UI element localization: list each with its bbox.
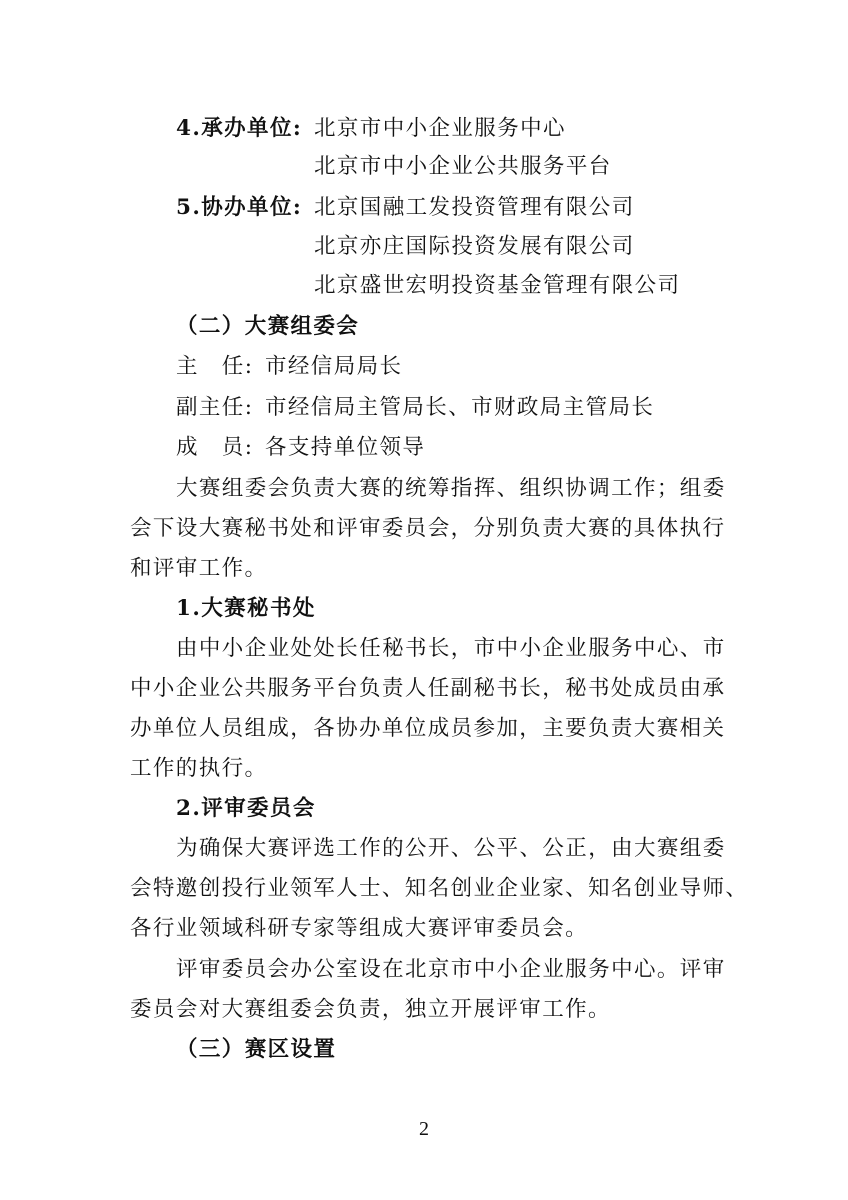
organizer-label: 4.承办单位: xyxy=(176,116,303,141)
paragraph-line: 大赛组委会负责大赛的统筹指挥、组织协调工作；组委 xyxy=(176,476,726,501)
paragraph-line: 评审委员会办公室设在北京市中小企业服务中心。评审 xyxy=(176,957,726,982)
committee-role: 副主任: xyxy=(176,395,254,420)
organizer-value: 北京市中小企业服务中心 xyxy=(314,116,566,141)
paragraph-line: 由中小企业处处长任秘书长，市中小企业服务中心、市 xyxy=(176,636,726,661)
sub-heading: 2.评审委员会 xyxy=(176,796,316,821)
section-heading: （二）大赛组委会 xyxy=(176,314,360,339)
committee-value: 市经信局局长 xyxy=(265,354,403,379)
co-organizer-value: 北京亦庄国际投资发展有限公司 xyxy=(314,234,635,259)
co-organizer-label: 5.协办单位: xyxy=(176,195,303,220)
paragraph-line: 办单位人员组成，各协办单位成员参加，主要负责大赛相关 xyxy=(130,716,726,741)
page-number: 2 xyxy=(419,1118,429,1140)
co-organizer-value: 北京国融工发投资管理有限公司 xyxy=(314,195,635,220)
co-organizer-value: 北京盛世宏明投资基金管理有限公司 xyxy=(314,273,681,298)
paragraph-line: 会特邀创投行业领军人士、知名创业企业家、知名创业导师、 xyxy=(130,876,749,901)
committee-value: 市经信局主管局长、市财政局主管局长 xyxy=(265,395,655,420)
committee-role: 成 员: xyxy=(176,435,254,460)
committee-role: 主 任: xyxy=(176,354,254,379)
paragraph-line: 工作的执行。 xyxy=(130,756,268,781)
paragraph-line: 会下设大赛秘书处和评审委员会，分别负责大赛的具体执行 xyxy=(130,516,726,541)
paragraph-line: 中小企业公共服务平台负责人任副秘书长，秘书处成员由承 xyxy=(130,676,726,701)
organizer-value: 北京市中小企业公共服务平台 xyxy=(314,154,612,179)
paragraph-line: 委员会对大赛组委会负责，独立开展评审工作。 xyxy=(130,997,611,1022)
sub-heading: 1.大赛秘书处 xyxy=(176,596,316,621)
paragraph-line: 为确保大赛评选工作的公开、公平、公正，由大赛组委 xyxy=(176,836,726,861)
section-heading: （三）赛区设置 xyxy=(176,1037,337,1062)
paragraph-line: 各行业领域科研专家等组成大赛评审委员会。 xyxy=(130,916,589,941)
paragraph-line: 和评审工作。 xyxy=(130,556,268,581)
committee-value: 各支持单位领导 xyxy=(265,435,426,460)
